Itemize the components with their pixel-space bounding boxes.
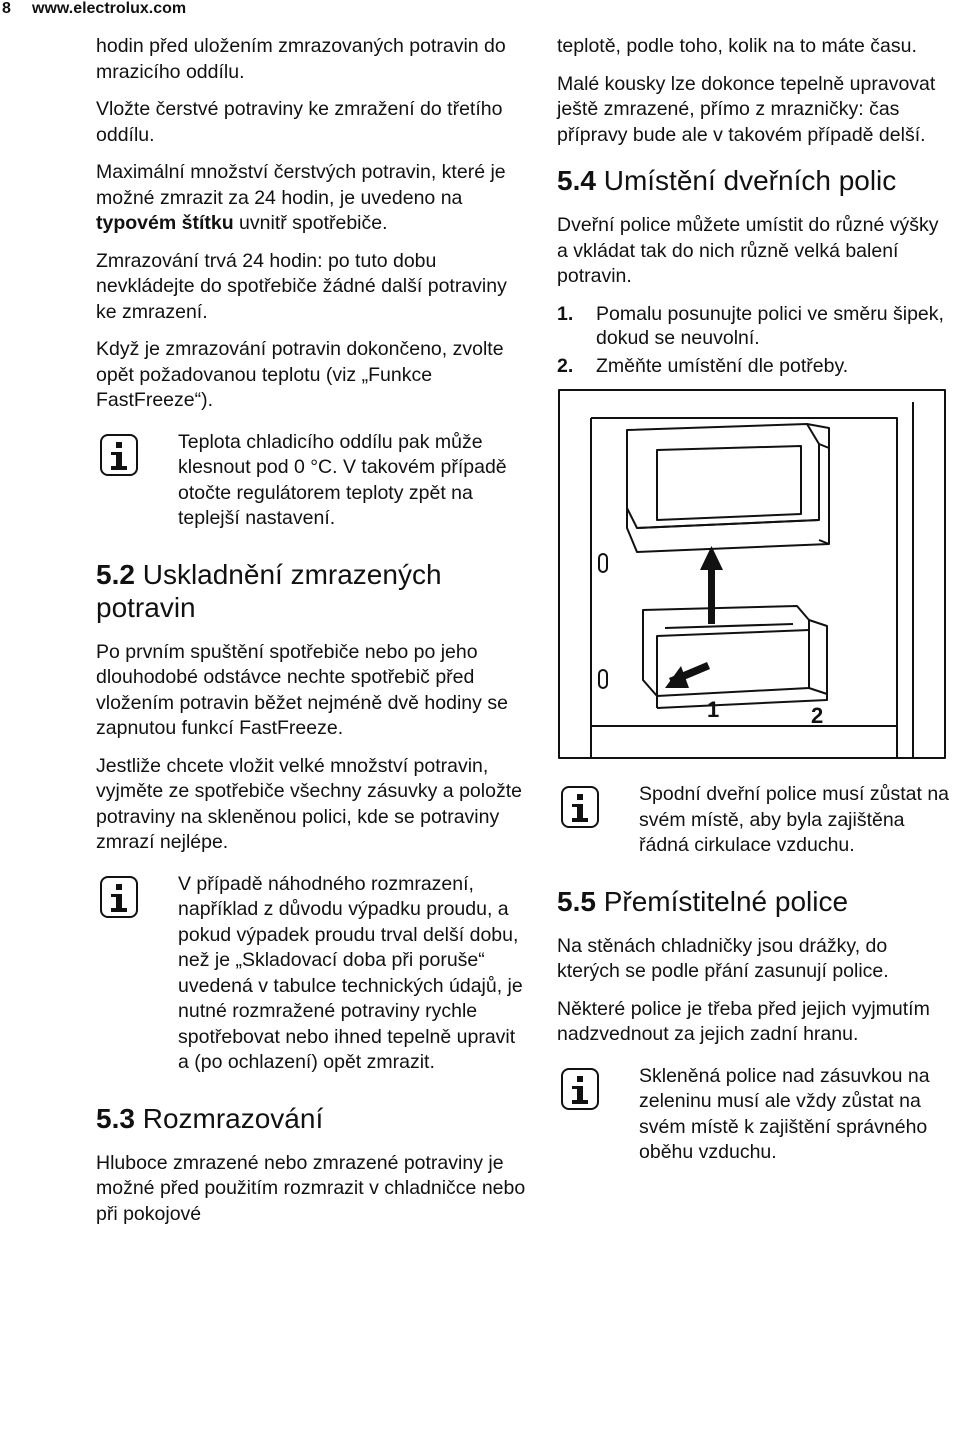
paragraph: Dveřní police můžete umístit do různé výšky a vkládat tak do nich různě velká balení potravin.	[557, 214, 939, 287]
list-item: 1. Pomalu posunujte polici ve směru šipek, dokud se neuvolní.	[557, 302, 944, 349]
right-column	[557, 34, 952, 1184]
info-note	[557, 782, 952, 859]
note-text: Skleněná police nad zásuvkou na zeleninu musí ale vždy zůstat na svém místě k zajištění správného oběhu vzduchu.	[639, 1064, 930, 1163]
info-icon	[100, 876, 138, 918]
paragraph: Když je zmrazování potravin dokončeno, zvolte opět požadovanou teplotu (viz „Funkce FastFreeze“).	[96, 338, 504, 411]
note-text: Teplota chladicího oddílu pak může klesnout pod 0 °C. V takovém případě otočte regulátorem teploty zpět na teplejší nastavení.	[178, 430, 507, 529]
steps-list	[557, 302, 952, 379]
paragraph: hodin před uložením zmrazovaných potravin do mrazicího oddílu.	[96, 35, 506, 83]
figure-label-1: 1	[707, 697, 720, 722]
rating-plate-term: typovém štítku	[96, 212, 234, 234]
section-heading-5-2: 5.2 Uskladnění zmrazených potravin	[96, 558, 442, 623]
info-note	[96, 872, 526, 1076]
paragraph: Malé kousky lze dokonce tepelně upravovat ještě zmrazené, přímo z mrazničky: čas přípravy bude ale v takovém případě delší.	[557, 72, 936, 146]
door-shelf-illustration	[557, 388, 949, 760]
site-url[interactable]: www.electrolux.com	[32, 0, 187, 17]
paragraph: Některé police je třeba před jejich vyjmutím nadzvednout za jejich zadní hranu.	[557, 997, 930, 1045]
page-header	[0, 0, 186, 18]
paragraph: Zmrazování trvá 24 hodin: po tuto dobu nevkládejte do spotřebiče žádné další potraviny ke zmrazení.	[96, 249, 507, 323]
info-icon	[561, 1068, 599, 1110]
info-icon	[100, 434, 138, 476]
note-text: V případě náhodného rozmrazení, například z důvodu výpadku proudu, a pokud výpadek proudu trval delší dobu, než je „Skladovací doba při poruše“ uvedená v tabulce technických údajů, je nutné rozmražené potraviny rychle spotřebovat nebo ihned tepelně upravit a (po ochlazení) opět zmrazit.	[178, 872, 523, 1073]
section-heading-5-3: 5.3 Rozmrazování	[96, 1102, 324, 1134]
paragraph: teplotě, podle toho, kolik na to máte času.	[557, 35, 917, 57]
paragraph: Na stěnách chladničky jsou drážky, do kterých se podle přání zasunují police.	[557, 934, 889, 982]
list-item: 2. Změňte umístění dle potřeby.	[557, 354, 849, 377]
door-shelf-drawing	[557, 388, 949, 760]
left-column	[96, 34, 526, 1239]
paragraph: Maximální množství čerstvých potravin, které je možné zmrazit za 24 hodin, je uvedeno na typovém štítku uvnitř spotřebiče.	[96, 161, 506, 234]
note-text: Spodní dveřní police musí zůstat na svém místě, aby byla zajištěna řádná cirkulace vzduchu.	[639, 783, 950, 856]
section-heading-5-4: 5.4 Umístění dveřních polic	[557, 165, 897, 196]
info-note	[557, 1064, 952, 1166]
paragraph: Jestliže chcete vložit velké množství potravin, vyjměte ze spotřebiče všechny zásuvky a položte potraviny na skleněnou polici, kde se potraviny zmrazí nejlépe.	[96, 754, 522, 853]
figure-label-2: 2	[811, 703, 824, 728]
section-heading-5-5: 5.5 Přemístitelné police	[557, 885, 849, 917]
paragraph: Hluboce zmrazené nebo zmrazené potraviny je možné před použitím rozmrazit v chladničce nebo při pokojové	[96, 1151, 526, 1225]
paragraph: Vložte čerstvé potraviny ke zmražení do třetího oddílu.	[96, 98, 503, 146]
page-number: 8	[2, 0, 11, 17]
info-note	[0, 430, 526, 532]
paragraph: Po prvním spuštění spotřebiče nebo po jeho dlouhodobé odstávce nechte spotřebič před vložením potravin běžet nejméně dvě hodiny se zapnutou funkcí FastFreeze.	[96, 640, 508, 739]
info-icon	[561, 786, 599, 828]
